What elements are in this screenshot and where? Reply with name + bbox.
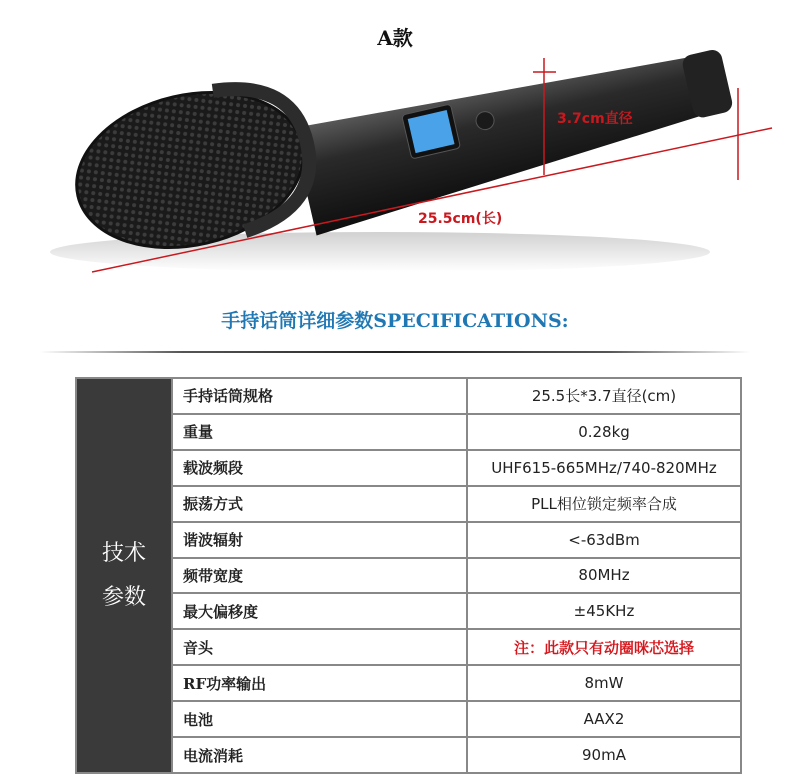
mic-handle [292,30,741,235]
spec-heading: 手持话筒详细参数SPECIFICATIONS: [221,310,569,332]
spec-table [75,377,742,774]
divider [40,351,750,353]
table-row [76,414,741,450]
spec-label: 电流消耗 [172,737,467,773]
spec-value: <-63dBm [467,522,741,558]
spec-value: 8mW [467,665,741,701]
spec-label: 电池 [172,701,467,737]
spec-value: AAX2 [467,701,741,737]
spec-label: 载波频段 [172,450,467,486]
spec-value-note: 注：此款只有动圈咪芯选择 [467,629,741,665]
microphone-image [0,0,790,290]
table-row [76,737,741,773]
diameter-label: 3.7cm直径 [557,111,633,127]
length-label: 25.5cm(长) [418,211,503,227]
table-row [76,450,741,486]
spec-label: 音头 [172,629,467,665]
spec-label: 最大偏移度 [172,593,467,629]
category-cell [76,378,172,773]
table-row [76,665,741,701]
category-label-line1: 技术 [101,540,146,566]
spec-label: 谐波辐射 [172,522,467,558]
spec-label: 振荡方式 [172,486,467,522]
spec-value: 90mA [467,737,741,773]
table-row [76,629,741,665]
spec-label: 重量 [172,414,467,450]
spec-label: RF功率输出 [172,665,467,701]
table-row [76,486,741,522]
product-hero [0,0,790,290]
spec-value: UHF615-665MHz/740-820MHz [467,450,741,486]
spec-value: 0.28kg [467,414,741,450]
table-row [76,522,741,558]
spec-value: ±45KHz [467,593,741,629]
table-row [76,378,741,414]
table-row [76,558,741,594]
table-row [76,593,741,629]
spec-value: PLL相位锁定频率合成 [467,486,741,522]
spec-value: 80MHz [467,558,741,594]
spec-label: 手持话筒规格 [172,378,467,414]
model-title: A款 [377,26,413,50]
spec-label: 频带宽度 [172,558,467,594]
table-row [76,701,741,737]
category-label-line2: 参数 [101,584,146,610]
spec-value: 25.5长*3.7直径(cm) [467,378,741,414]
